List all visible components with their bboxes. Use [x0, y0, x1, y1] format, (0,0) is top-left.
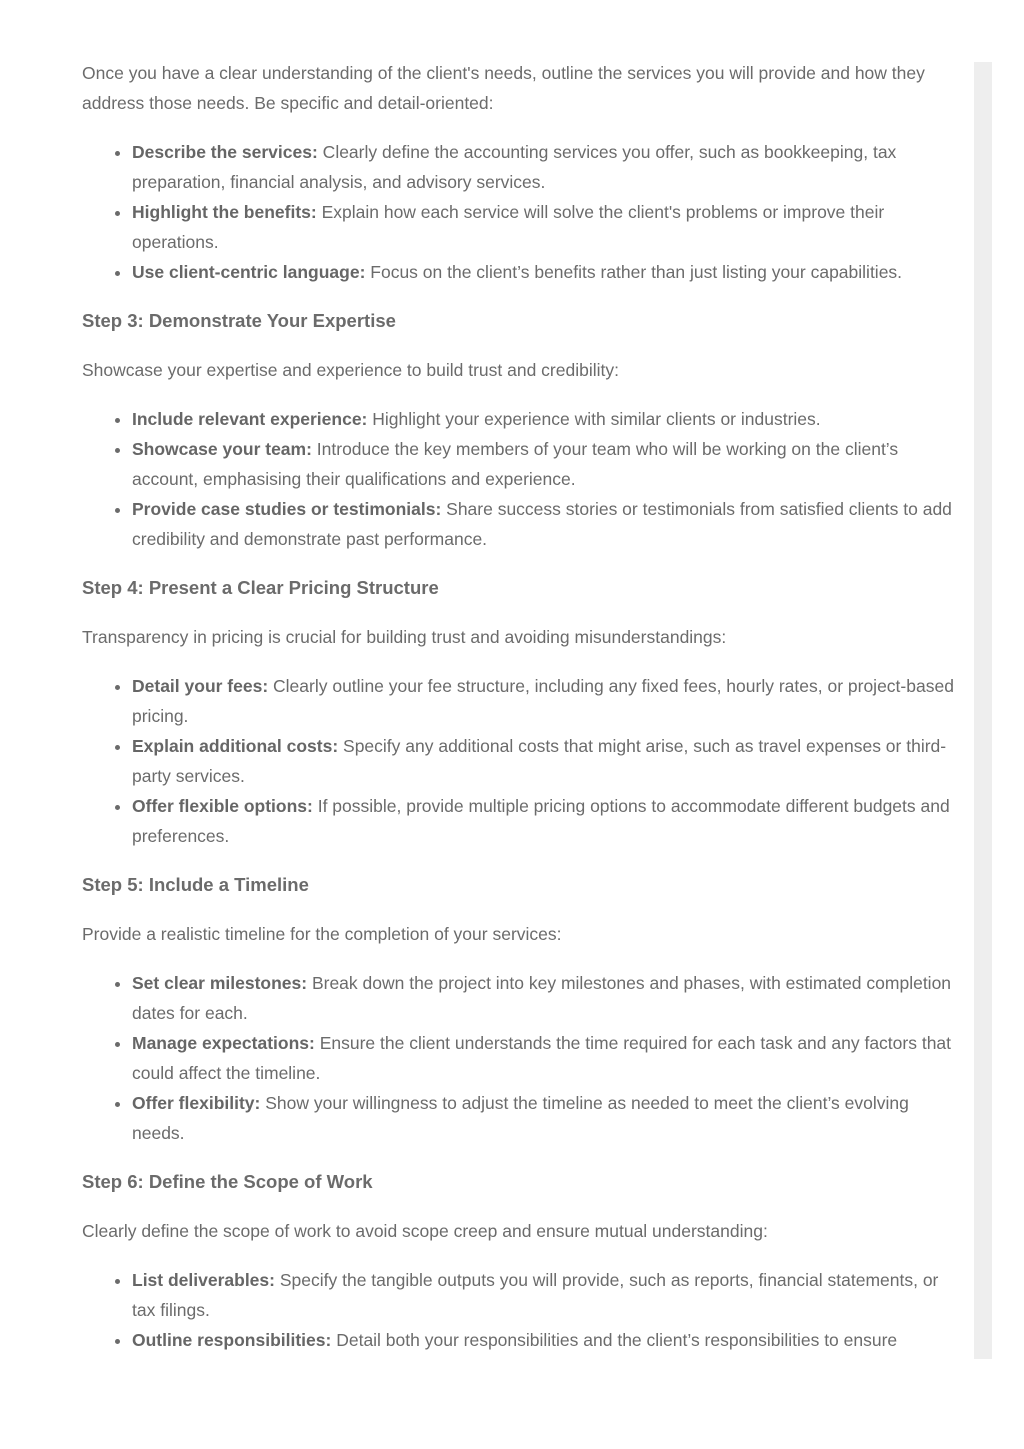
scrollbar-track[interactable]	[974, 62, 992, 1359]
item-label: Offer flexible options:	[132, 796, 313, 816]
item-label: Describe the services:	[132, 142, 318, 162]
section-intro: Provide a realistic timeline for the completion of your services:	[82, 924, 562, 944]
item-label: Use client-centric language:	[132, 262, 366, 282]
item-text: Share success stories or testimonials from satisfied clients to add credibility and demonstrate past performance.	[132, 499, 952, 549]
list-item	[132, 257, 958, 287]
section-heading: Step 4: Present a Clear Pricing Structure	[82, 577, 439, 598]
item-label: Explain additional costs:	[132, 736, 339, 756]
item-text: Break down the project into key milestones and phases, with estimated completion dates for each.	[132, 973, 952, 1023]
section-list	[82, 968, 958, 1148]
item-label: Showcase your team:	[132, 439, 312, 459]
list-item	[132, 1028, 958, 1088]
section-intro: Clearly define the scope of work to avoid scope creep and ensure mutual understanding:	[82, 1221, 768, 1241]
list-item	[132, 1265, 958, 1325]
section-heading: Step 5: Include a Timeline	[82, 874, 309, 895]
item-label: Manage expectations:	[132, 1033, 315, 1053]
item-label: Highlight the benefits:	[132, 202, 317, 222]
article-content	[82, 58, 958, 1374]
item-label: Outline responsibilities:	[132, 1330, 332, 1350]
section-intro: Showcase your expertise and experience to build trust and credibility:	[82, 360, 619, 380]
list-item	[132, 1088, 958, 1148]
list-item	[132, 731, 958, 791]
item-text: Specify any additional costs that might arise, such as travel expenses or third-party services.	[132, 736, 947, 786]
list-item	[132, 494, 958, 554]
list-item	[132, 968, 958, 1028]
item-label: Include relevant experience:	[132, 409, 368, 429]
list-item	[132, 671, 958, 731]
list-item	[132, 434, 958, 494]
item-text: Clearly define the accounting services you offer, such as bookkeeping, tax preparation, financial analysis, and advisory services.	[132, 142, 897, 192]
item-text: Ensure the client understands the time required for each task and any factors that could affect the timeline.	[132, 1033, 952, 1083]
item-text: Show your willingness to adjust the timeline as needed to meet the client’s evolving needs.	[132, 1093, 909, 1143]
item-text: Focus on the client’s benefits rather than just listing your capabilities.	[365, 262, 903, 282]
list-item	[132, 791, 958, 851]
intro-paragraph: Once you have a clear understanding of the client's needs, outline the services you will provide and how they address those needs. Be specific and detail-oriented:	[82, 63, 925, 113]
list-item	[132, 1325, 958, 1355]
item-text: Explain how each service will solve the client's problems or improve their operations.	[132, 202, 885, 252]
section-intro: Transparency in pricing is crucial for building trust and avoiding misunderstandings:	[82, 627, 727, 647]
section-heading: Step 6: Define the Scope of Work	[82, 1171, 373, 1192]
intro-list	[82, 137, 958, 287]
list-item	[132, 137, 958, 197]
item-text: Clearly outline your fee structure, including any fixed fees, hourly rates, or project-based pricing.	[132, 676, 954, 726]
item-label: Set clear milestones:	[132, 973, 308, 993]
item-text: Highlight your experience with similar clients or industries.	[367, 409, 821, 429]
section-list	[82, 1265, 958, 1355]
section-list	[82, 404, 958, 554]
section-heading: Step 3: Demonstrate Your Expertise	[82, 310, 396, 331]
item-label: Provide case studies or testimonials:	[132, 499, 442, 519]
section-list	[82, 671, 958, 851]
list-item	[132, 197, 958, 257]
item-text: Specify the tangible outputs you will provide, such as reports, financial statements, or tax filings.	[132, 1270, 939, 1320]
item-text: Detail both your responsibilities and the client’s responsibilities to ensure	[331, 1330, 898, 1350]
item-label: Detail your fees:	[132, 676, 269, 696]
list-item	[132, 404, 958, 434]
item-text: If possible, provide multiple pricing options to accommodate different budgets and preferences.	[132, 796, 950, 846]
item-label: Offer flexibility:	[132, 1093, 261, 1113]
item-text: Introduce the key members of your team who will be working on the client’s account, emphasising their qualifications and experience.	[132, 439, 899, 489]
item-label: List deliverables:	[132, 1270, 275, 1290]
